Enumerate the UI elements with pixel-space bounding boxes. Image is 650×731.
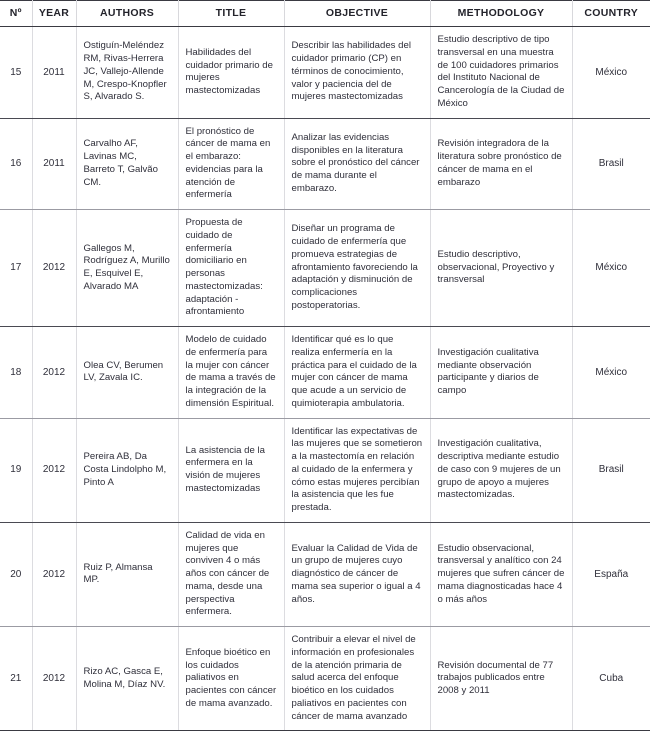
cell-country: Brasil (572, 118, 650, 210)
cell-authors: Pereira AB, Da Costa Lindolpho M, Pinto A (76, 418, 178, 522)
table-row (0, 118, 650, 210)
cell-authors: Olea CV, Berumen LV, Zavala IC. (76, 327, 178, 419)
cell-num: 15 (0, 27, 32, 119)
cell-year: 2012 (32, 627, 76, 731)
cell-objective: Diseñar un programa de cuidado de enfermería que promueva estrategias de afrontamiento favoreciendo la adaptación y disminución de complicaciones postoperatorias. (284, 210, 430, 327)
cell-title: Habilidades del cuidador primario de mujeres mastectomizadas (178, 27, 284, 119)
cell-num: 19 (0, 418, 32, 522)
cell-title: El pronóstico de cáncer de mama en el embarazo: evidencias para la atención de enfermería (178, 118, 284, 210)
cell-objective: Evaluar la Calidad de Vida de un grupo de mujeres cuyo diagnóstico de cáncer de mama sea superior o igual a 4 años. (284, 522, 430, 626)
cell-year: 2012 (32, 327, 76, 419)
cell-year: 2012 (32, 418, 76, 522)
cell-title: Propuesta de cuidado de enfermería domiciliario en personas mastectomizadas: adaptación - afrontamiento (178, 210, 284, 327)
cell-objective: Contribuir a elevar el nivel de información en profesionales de la atención primaria de salud acerca del enfoque bioético en los cuidados paliativos en pacientes con cáncer de mama avanzado (284, 627, 430, 731)
cell-country: Brasil (572, 418, 650, 522)
table-row (0, 627, 650, 731)
cell-year: 2011 (32, 118, 76, 210)
cell-authors: Carvalho AF, Lavinas MC, Barreto T, Galvão CM. (76, 118, 178, 210)
table-row (0, 210, 650, 327)
cell-year: 2011 (32, 27, 76, 119)
column-header-num: Nº (0, 1, 32, 27)
cell-authors: Gallegos M, Rodríguez A, Murillo E, Esquivel E, Alvarado MA (76, 210, 178, 327)
cell-country: México (572, 210, 650, 327)
column-header-title: TITLE (178, 1, 284, 27)
cell-methodology: Estudio observacional, transversal y analítico con 24 mujeres que sufren cáncer de mama diagnosticadas hace 4 o más años (430, 522, 572, 626)
cell-methodology: Estudio descriptivo de tipo transversal en una muestra de 100 cuidadores primarios del Instituto Nacional de Cancerología de la Ciudad de México (430, 27, 572, 119)
cell-title: Modelo de cuidado de enfermería para la mujer con cáncer de mama a través de la integración de la dimensión Espiritual. (178, 327, 284, 419)
column-header-objective: OBJECTIVE (284, 1, 430, 27)
cell-num: 17 (0, 210, 32, 327)
column-header-authors: AUTHORS (76, 1, 178, 27)
cell-num: 21 (0, 627, 32, 731)
column-header-country: COUNTRY (572, 1, 650, 27)
cell-authors: Rizo AC, Gasca E, Molina M, Díaz NV. (76, 627, 178, 731)
cell-year: 2012 (32, 522, 76, 626)
cell-title: Enfoque bioético en los cuidados paliativos en pacientes con cáncer de mama avanzado. (178, 627, 284, 731)
cell-authors: Ostiguín-Meléndez RM, Rivas-Herrera JC, Vallejo-Allende M, Crespo-Knopfler S, Alvarado S. (76, 27, 178, 119)
cell-title: La asistencia de la enfermera en la visión de mujeres mastectomizadas (178, 418, 284, 522)
cell-methodology: Estudio descriptivo, observacional, Proyectivo y transversal (430, 210, 572, 327)
cell-year: 2012 (32, 210, 76, 327)
cell-country: México (572, 27, 650, 119)
table-header-row (0, 1, 650, 27)
cell-methodology: Revisión documental de 77 trabajos publicados entre 2008 y 2011 (430, 627, 572, 731)
table-row (0, 418, 650, 522)
cell-objective: Describir las habilidades del cuidador primario (CP) en términos de conocimiento, valor y paciencia del de mujeres mastectomizadas (284, 27, 430, 119)
cell-objective: Identificar las expectativas de las mujeres que se sometieron a la mastectomía en relación al cuidado de la enfermera y cómo estas mujeres percibían la asistencia que les fue prestada. (284, 418, 430, 522)
table-row (0, 27, 650, 119)
cell-num: 20 (0, 522, 32, 626)
cell-country: México (572, 327, 650, 419)
cell-methodology: Revisión integradora de la literatura sobre pronóstico de cáncer de mama en el embarazo (430, 118, 572, 210)
column-header-year: YEAR (32, 1, 76, 27)
cell-methodology: Investigación cualitativa, descriptiva mediante estudio de caso con 9 mujeres de un grupo de apoyo a mujeres mastectomizadas. (430, 418, 572, 522)
cell-country: España (572, 522, 650, 626)
table-row (0, 522, 650, 626)
cell-authors: Ruiz P, Almansa MP. (76, 522, 178, 626)
cell-objective: Analizar las evidencias disponibles en la literatura sobre el pronóstico del cáncer de mama durante el embarazo. (284, 118, 430, 210)
cell-methodology: Investigación cualitativa mediante observación participante y diarios de campo (430, 327, 572, 419)
cell-num: 18 (0, 327, 32, 419)
cell-num: 16 (0, 118, 32, 210)
cell-objective: Identificar qué es lo que realiza enfermería en la práctica para el cuidado de la mujer con cáncer de mama que acude a un servicio de quimioterapia ambulatoria. (284, 327, 430, 419)
table-row (0, 327, 650, 419)
table-header (0, 1, 650, 27)
table-body (0, 27, 650, 731)
cell-title: Calidad de vida en mujeres que conviven 4 o más años con cáncer de mama, desde una perspectiva enfermera. (178, 522, 284, 626)
cell-country: Cuba (572, 627, 650, 731)
column-header-methodology: METHODOLOGY (430, 1, 572, 27)
